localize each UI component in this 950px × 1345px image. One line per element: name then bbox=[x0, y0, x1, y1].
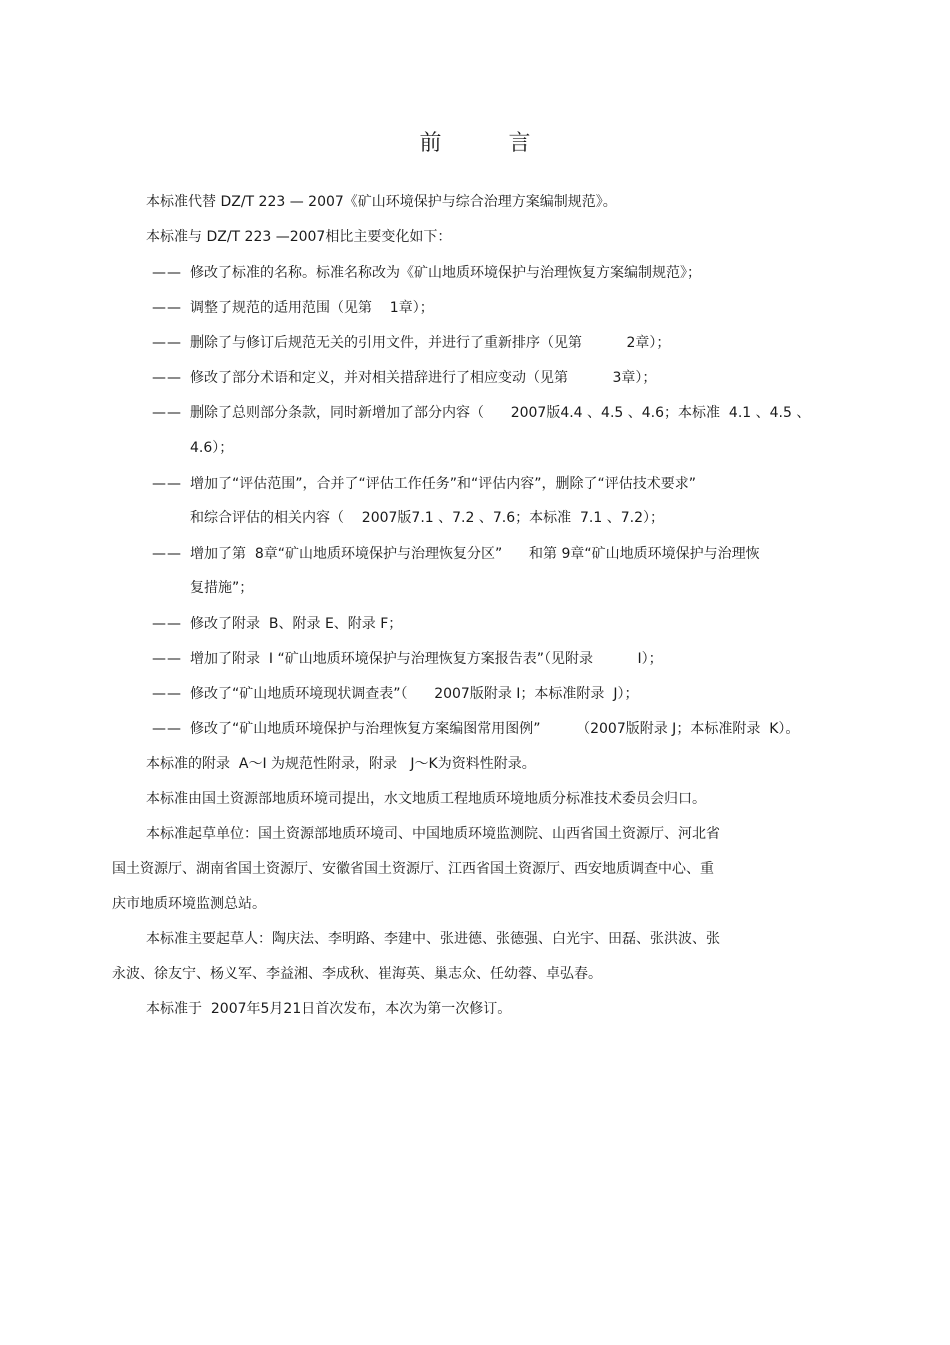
change-item-text-continued: 4.6）； bbox=[190, 440, 234, 456]
page-title: 前 言 bbox=[419, 131, 561, 156]
dash-marker: —— bbox=[152, 335, 182, 351]
change-item-text: 增加了第 8章“矿山地质环境保护与治理恢复分区” 和第 9章“矿山地质环境保护与治理恢 bbox=[190, 546, 760, 562]
change-item-text: 增加了附录 I “矿山地质环境保护与治理恢复方案报告表”（见附录 I）； bbox=[190, 651, 663, 667]
change-item-text: 修改了“矿山地质环境保护与治理恢复方案编图常用图例” （2007版附录 J；本标准附录 K）。 bbox=[190, 721, 800, 737]
paragraph-line: 永波、徐友宁、杨义军、李益湘、李成秋、崔海英、巢志众、任幼蓉、卓弘春。 bbox=[112, 966, 602, 982]
paragraph-line: 本标准由国土资源部地质环境司提出，水文地质工程地质环境地质分标准技术委员会归口。 bbox=[146, 791, 706, 807]
dash-marker: —— bbox=[152, 300, 182, 316]
change-item-text: 修改了部分术语和定义，并对相关措辞进行了相应变动（见第 3章）； bbox=[190, 370, 657, 386]
intro-line: 本标准与 DZ/T 223 —2007相比主要变化如下： bbox=[146, 229, 452, 245]
change-item-text: 修改了标准的名称。标准名称改为《矿山地质环境保护与治理恢复方案编制规范》； bbox=[190, 265, 701, 281]
paragraph-line: 本标准于 2007年5月21日首次发布，本次为第一次修订。 bbox=[146, 1001, 512, 1017]
change-item-text: 增加了“评估范围”，合并了“评估工作任务”和“评估内容”，删除了“评估技术要求” bbox=[190, 476, 697, 492]
change-item-text: 修改了“矿山地质环境现状调查表”（ 2007版附录 I；本标准附录 J）； bbox=[190, 686, 639, 702]
paragraph-line: 本标准的附录 A～I 为规范性附录，附录 J～K为资料性附录。 bbox=[146, 756, 536, 772]
change-item-text: 修改了附录 B、附录 E、附录 F； bbox=[190, 616, 403, 632]
change-item-text-continued: 复措施”； bbox=[190, 580, 254, 596]
change-item-text: 调整了规范的适用范围（见第 1章）； bbox=[190, 300, 434, 316]
intro-line: 本标准代替 DZ/T 223 — 2007《矿山环境保护与综合治理方案编制规范》。 bbox=[146, 194, 617, 210]
dash-marker: —— bbox=[152, 546, 182, 562]
dash-marker: —— bbox=[152, 721, 182, 737]
dash-marker: —— bbox=[152, 265, 182, 281]
paragraph-line: 本标准主要起草人：陶庆法、李明路、李建中、张进德、张德强、白光宇、田磊、张洪波、张 bbox=[146, 931, 720, 947]
dash-marker: —— bbox=[152, 370, 182, 386]
change-item-text: 删除了总则部分条款，同时新增加了部分内容（ 2007版4.4 、4.5 、4.6；本标准 4.1 、4.5 、 bbox=[190, 405, 811, 421]
change-item-text: 删除了与修订后规范无关的引用文件，并进行了重新排序（见第 2章）； bbox=[190, 335, 671, 351]
dash-marker: —— bbox=[152, 686, 182, 702]
dash-marker: —— bbox=[152, 476, 182, 492]
change-item-text-continued: 和综合评估的相关内容（ 2007版7.1 、7.2 、7.6；本标准 7.1 、7.2）； bbox=[190, 510, 665, 526]
paragraph-line: 本标准起草单位：国土资源部地质环境司、中国地质环境监测院、山西省国土资源厅、河北省 bbox=[146, 826, 720, 842]
paragraph-line: 庆市地质环境监测总站。 bbox=[112, 896, 266, 912]
dash-marker: —— bbox=[152, 405, 182, 421]
paragraph-line: 国土资源厅、湖南省国土资源厅、安徽省国土资源厅、江西省国土资源厅、西安地质调查中心、重 bbox=[112, 861, 714, 877]
dash-marker: —— bbox=[152, 616, 182, 632]
dash-marker: —— bbox=[152, 651, 182, 667]
